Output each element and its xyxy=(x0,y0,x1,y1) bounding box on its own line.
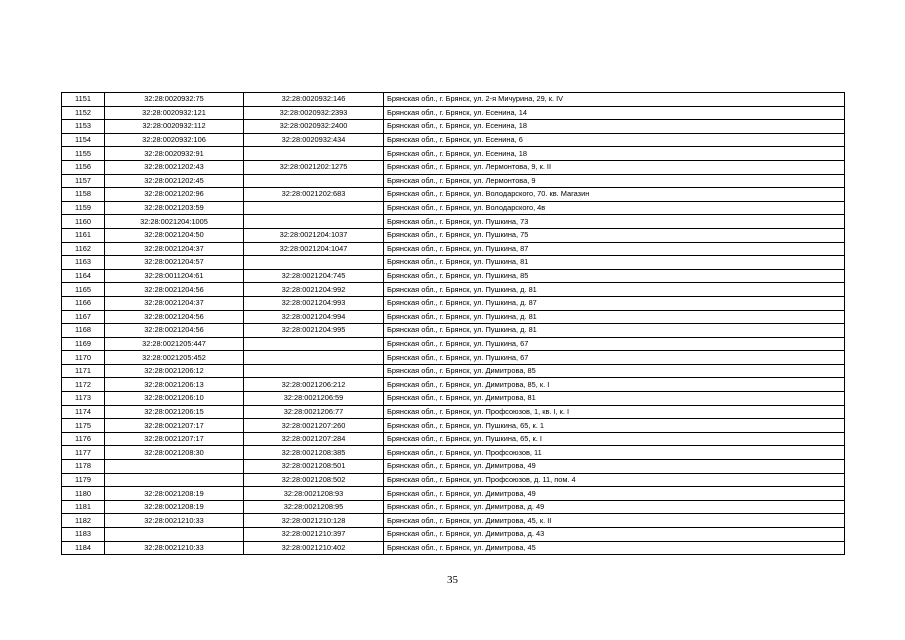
address-cell: Брянская обл., г. Брянск, ул. Профсоюзов, 11 xyxy=(384,446,845,460)
land-plot-cadastral-cell: 32:28:0021204:50 xyxy=(105,228,244,242)
address-cell: Брянская обл., г. Брянск, ул. Пушкина, д. 81 xyxy=(384,283,845,297)
row-number-cell: 1180 xyxy=(62,487,105,501)
object-cadastral-cell: 32:28:0021207:260 xyxy=(244,419,384,433)
object-cadastral-cell: 32:28:0021206:59 xyxy=(244,392,384,406)
object-cadastral-cell: 32:28:0021210:402 xyxy=(244,541,384,555)
row-number-cell: 1173 xyxy=(62,392,105,406)
land-plot-cadastral-cell: 32:28:0021206:12 xyxy=(105,364,244,378)
row-number-cell: 1172 xyxy=(62,378,105,392)
table-row xyxy=(62,419,845,433)
row-number-cell: 1159 xyxy=(62,201,105,215)
object-cadastral-cell xyxy=(244,215,384,229)
table-row xyxy=(62,256,845,270)
address-cell: Брянская обл., г. Брянск, ул. 2-я Мичурина, 29, к. IV xyxy=(384,93,845,107)
land-plot-cadastral-cell xyxy=(105,528,244,542)
land-plot-cadastral-cell xyxy=(105,460,244,474)
land-plot-cadastral-cell: 32:28:0021205:452 xyxy=(105,351,244,365)
address-cell: Брянская обл., г. Брянск, ул. Пушкина, 65, к. I xyxy=(384,432,845,446)
land-plot-cadastral-cell: 32:28:0020932:106 xyxy=(105,133,244,147)
address-cell: Брянская обл., г. Брянск, ул. Пушкина, 67 xyxy=(384,337,845,351)
row-number-cell: 1155 xyxy=(62,147,105,161)
address-cell: Брянская обл., г. Брянск, ул. Пушкина, 85 xyxy=(384,269,845,283)
row-number-cell: 1163 xyxy=(62,256,105,270)
table-row xyxy=(62,269,845,283)
table-row xyxy=(62,201,845,215)
land-plot-cadastral-cell: 32:28:0021206:10 xyxy=(105,392,244,406)
table-row xyxy=(62,460,845,474)
address-cell: Брянская обл., г. Брянск, ул. Пушкина, 75 xyxy=(384,228,845,242)
land-plot-cadastral-cell: 32:28:0020932:121 xyxy=(105,106,244,120)
address-cell: Брянская обл., г. Брянск, ул. Пушкина, 65, к. 1 xyxy=(384,419,845,433)
row-number-cell: 1165 xyxy=(62,283,105,297)
table-row xyxy=(62,242,845,256)
row-number-cell: 1160 xyxy=(62,215,105,229)
object-cadastral-cell: 32:28:0021208:95 xyxy=(244,500,384,514)
address-cell: Брянская обл., г. Брянск, ул. Димитрова, д. 49 xyxy=(384,500,845,514)
object-cadastral-cell: 32:28:0021207:284 xyxy=(244,432,384,446)
address-cell: Брянская обл., г. Брянск, ул. Володарского, 4в xyxy=(384,201,845,215)
row-number-cell: 1151 xyxy=(62,93,105,107)
object-cadastral-cell: 32:28:0021204:992 xyxy=(244,283,384,297)
object-cadastral-cell: 32:28:0021208:501 xyxy=(244,460,384,474)
land-plot-cadastral-cell: 32:28:0020932:112 xyxy=(105,120,244,134)
object-cadastral-cell: 32:28:0021202:683 xyxy=(244,188,384,202)
land-plot-cadastral-cell: 32:28:0011204:61 xyxy=(105,269,244,283)
table-row xyxy=(62,215,845,229)
object-cadastral-cell: 32:28:0021204:995 xyxy=(244,324,384,338)
land-plot-cadastral-cell: 32:28:0021204:57 xyxy=(105,256,244,270)
row-number-cell: 1153 xyxy=(62,120,105,134)
object-cadastral-cell: 32:28:0021204:1037 xyxy=(244,228,384,242)
object-cadastral-cell: 32:28:0021204:994 xyxy=(244,310,384,324)
land-plot-cadastral-cell: 32:28:0021202:96 xyxy=(105,188,244,202)
address-cell: Брянская обл., г. Брянск, ул. Есенина, 18 xyxy=(384,120,845,134)
address-cell: Брянская обл., г. Брянск, ул. Пушкина, 67 xyxy=(384,351,845,365)
land-plot-cadastral-cell: 32:28:0021206:15 xyxy=(105,405,244,419)
table-row xyxy=(62,106,845,120)
table-row xyxy=(62,120,845,134)
row-number-cell: 1162 xyxy=(62,242,105,256)
land-plot-cadastral-cell: 32:28:0021206:13 xyxy=(105,378,244,392)
object-cadastral-cell: 32:28:0021208:502 xyxy=(244,473,384,487)
table-row xyxy=(62,283,845,297)
row-number-cell: 1181 xyxy=(62,500,105,514)
address-cell: Брянская обл., г. Брянск, ул. Димитрова, 81 xyxy=(384,392,845,406)
address-cell: Брянская обл., г. Брянск, ул. Есенина, 18 xyxy=(384,147,845,161)
land-plot-cadastral-cell: 32:28:0021204:56 xyxy=(105,283,244,297)
table-row xyxy=(62,310,845,324)
object-cadastral-cell: 32:28:0020932:434 xyxy=(244,133,384,147)
land-plot-cadastral-cell: 32:28:0021204:37 xyxy=(105,242,244,256)
object-cadastral-cell: 32:28:0020932:2393 xyxy=(244,106,384,120)
row-number-cell: 1158 xyxy=(62,188,105,202)
land-plot-cadastral-cell: 32:28:0021208:19 xyxy=(105,487,244,501)
object-cadastral-cell: 32:28:0021204:993 xyxy=(244,296,384,310)
table-row xyxy=(62,378,845,392)
row-number-cell: 1177 xyxy=(62,446,105,460)
object-cadastral-cell: 32:28:0021206:77 xyxy=(244,405,384,419)
row-number-cell: 1157 xyxy=(62,174,105,188)
land-plot-cadastral-cell: 32:28:0021210:33 xyxy=(105,541,244,555)
object-cadastral-cell: 32:28:0021208:93 xyxy=(244,487,384,501)
row-number-cell: 1174 xyxy=(62,405,105,419)
address-cell: Брянская обл., г. Брянск, ул. Димитрова, 85 xyxy=(384,364,845,378)
land-plot-cadastral-cell: 32:28:0021203:59 xyxy=(105,201,244,215)
registry-table xyxy=(61,92,845,555)
row-number-cell: 1183 xyxy=(62,528,105,542)
object-cadastral-cell: 32:28:0020932:2400 xyxy=(244,120,384,134)
object-cadastral-cell xyxy=(244,147,384,161)
row-number-cell: 1171 xyxy=(62,364,105,378)
land-plot-cadastral-cell: 32:28:0021204:56 xyxy=(105,324,244,338)
land-plot-cadastral-cell xyxy=(105,473,244,487)
row-number-cell: 1184 xyxy=(62,541,105,555)
address-cell: Брянская обл., г. Брянск, ул. Лермонтова, 9, к. II xyxy=(384,160,845,174)
row-number-cell: 1167 xyxy=(62,310,105,324)
table-row xyxy=(62,188,845,202)
land-plot-cadastral-cell: 32:28:0020932:75 xyxy=(105,93,244,107)
table-row xyxy=(62,500,845,514)
land-plot-cadastral-cell: 32:28:0021204:37 xyxy=(105,296,244,310)
object-cadastral-cell: 32:28:0021210:128 xyxy=(244,514,384,528)
row-number-cell: 1168 xyxy=(62,324,105,338)
address-cell: Брянская обл., г. Брянск, ул. Есенина, 14 xyxy=(384,106,845,120)
land-plot-cadastral-cell: 32:28:0020932:91 xyxy=(105,147,244,161)
table-row xyxy=(62,405,845,419)
object-cadastral-cell: 32:28:0021202:1275 xyxy=(244,160,384,174)
table-row xyxy=(62,541,845,555)
land-plot-cadastral-cell: 32:28:0021204:1005 xyxy=(105,215,244,229)
row-number-cell: 1156 xyxy=(62,160,105,174)
object-cadastral-cell xyxy=(244,364,384,378)
table-row xyxy=(62,473,845,487)
object-cadastral-cell: 32:28:0021204:1047 xyxy=(244,242,384,256)
table-row xyxy=(62,337,845,351)
address-cell: Брянская обл., г. Брянск, ул. Димитрова, 49 xyxy=(384,487,845,501)
address-cell: Брянская обл., г. Брянск, ул. Пушкина, 73 xyxy=(384,215,845,229)
land-plot-cadastral-cell: 32:28:0021205:447 xyxy=(105,337,244,351)
address-cell: Брянская обл., г. Брянск, ул. Есенина, 6 xyxy=(384,133,845,147)
address-cell: Брянская обл., г. Брянск, ул. Пушкина, 81 xyxy=(384,256,845,270)
address-cell: Брянская обл., г. Брянск, ул. Пушкина, д. 87 xyxy=(384,296,845,310)
object-cadastral-cell: 32:28:0020932:146 xyxy=(244,93,384,107)
registry-table-body xyxy=(62,93,845,555)
table-row xyxy=(62,93,845,107)
row-number-cell: 1152 xyxy=(62,106,105,120)
address-cell: Брянская обл., г. Брянск, ул. Профсоюзов, д. 11, пом. 4 xyxy=(384,473,845,487)
land-plot-cadastral-cell: 32:28:0021202:45 xyxy=(105,174,244,188)
row-number-cell: 1175 xyxy=(62,419,105,433)
land-plot-cadastral-cell: 32:28:0021208:30 xyxy=(105,446,244,460)
land-plot-cadastral-cell: 32:28:0021208:19 xyxy=(105,500,244,514)
address-cell: Брянская обл., г. Брянск, ул. Пушкина, 87 xyxy=(384,242,845,256)
row-number-cell: 1154 xyxy=(62,133,105,147)
object-cadastral-cell xyxy=(244,351,384,365)
table-row xyxy=(62,133,845,147)
table-row xyxy=(62,351,845,365)
row-number-cell: 1179 xyxy=(62,473,105,487)
land-plot-cadastral-cell: 32:28:0021210:33 xyxy=(105,514,244,528)
object-cadastral-cell xyxy=(244,337,384,351)
land-plot-cadastral-cell: 32:28:0021202:43 xyxy=(105,160,244,174)
row-number-cell: 1164 xyxy=(62,269,105,283)
address-cell: Брянская обл., г. Брянск, ул. Лермонтова, 9 xyxy=(384,174,845,188)
row-number-cell: 1182 xyxy=(62,514,105,528)
land-plot-cadastral-cell: 32:28:0021207:17 xyxy=(105,419,244,433)
object-cadastral-cell: 32:28:0021206:212 xyxy=(244,378,384,392)
table-row xyxy=(62,364,845,378)
table-row xyxy=(62,228,845,242)
address-cell: Брянская обл., г. Брянск, ул. Димитрова, 45 xyxy=(384,541,845,555)
address-cell: Брянская обл., г. Брянск, ул. Профсоюзов, 1, кв. I, к. I xyxy=(384,405,845,419)
object-cadastral-cell xyxy=(244,174,384,188)
row-number-cell: 1161 xyxy=(62,228,105,242)
table-row xyxy=(62,147,845,161)
row-number-cell: 1166 xyxy=(62,296,105,310)
table-row xyxy=(62,174,845,188)
table-row xyxy=(62,160,845,174)
land-plot-cadastral-cell: 32:28:0021207:17 xyxy=(105,432,244,446)
table-row xyxy=(62,446,845,460)
page-number: 35 xyxy=(447,574,458,586)
table-row xyxy=(62,324,845,338)
land-plot-cadastral-cell: 32:28:0021204:56 xyxy=(105,310,244,324)
table-row xyxy=(62,392,845,406)
address-cell: Брянская обл., г. Брянск, ул. Пушкина, д. 81 xyxy=(384,310,845,324)
address-cell: Брянская обл., г. Брянск, ул. Димитрова, д. 43 xyxy=(384,528,845,542)
address-cell: Брянская обл., г. Брянск, ул. Пушкина, д. 81 xyxy=(384,324,845,338)
row-number-cell: 1178 xyxy=(62,460,105,474)
table-row xyxy=(62,528,845,542)
row-number-cell: 1176 xyxy=(62,432,105,446)
object-cadastral-cell: 32:28:0021208:385 xyxy=(244,446,384,460)
address-cell: Брянская обл., г. Брянск, ул. Димитрова, 85, к. I xyxy=(384,378,845,392)
address-cell: Брянская обл., г. Брянск, ул. Димитрова, 45, к. II xyxy=(384,514,845,528)
object-cadastral-cell: 32:28:0021204:745 xyxy=(244,269,384,283)
table-row xyxy=(62,432,845,446)
table-row xyxy=(62,296,845,310)
address-cell: Брянская обл., г. Брянск, ул. Володарского, 70. кв. Магазин xyxy=(384,188,845,202)
table-row xyxy=(62,514,845,528)
row-number-cell: 1170 xyxy=(62,351,105,365)
row-number-cell: 1169 xyxy=(62,337,105,351)
address-cell: Брянская обл., г. Брянск, ул. Димитрова, 49 xyxy=(384,460,845,474)
object-cadastral-cell xyxy=(244,201,384,215)
object-cadastral-cell: 32:28:0021210:397 xyxy=(244,528,384,542)
table-row xyxy=(62,487,845,501)
object-cadastral-cell xyxy=(244,256,384,270)
